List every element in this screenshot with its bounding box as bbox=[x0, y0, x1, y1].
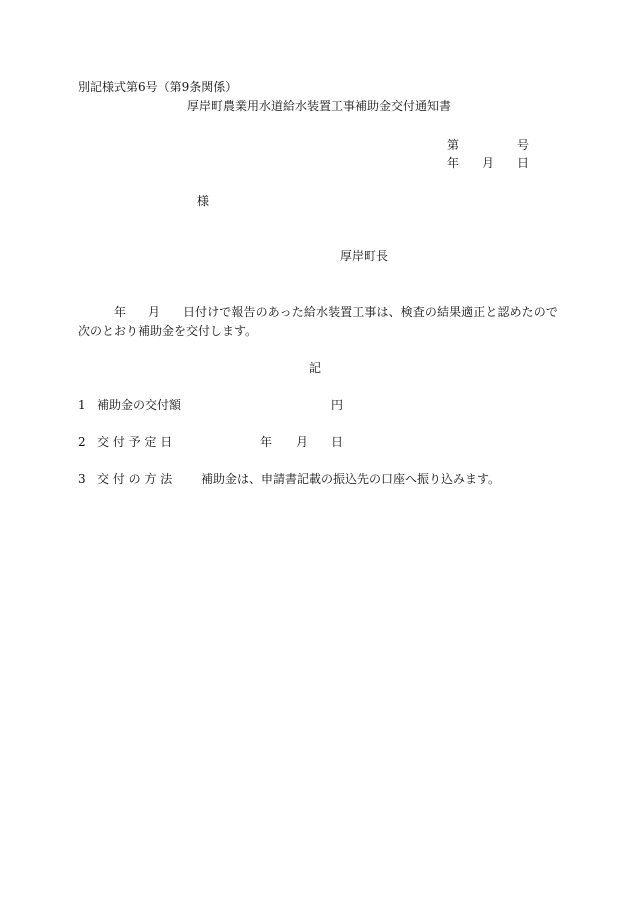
issuer: 厚岸町長 bbox=[340, 249, 389, 263]
date-year: 年 bbox=[447, 156, 460, 170]
body-month: 月 bbox=[148, 305, 161, 319]
body-line-1: 日付けで報告のあった給水装置工事は、検査の結果適正と認めたので bbox=[183, 305, 558, 319]
item-label: 交 付 予 定 日 bbox=[97, 435, 173, 449]
item-number: 1 bbox=[78, 398, 86, 412]
schedule-day: 日 bbox=[331, 435, 344, 449]
addressee-suffix: 様 bbox=[197, 194, 210, 208]
item-label: 交 付 の 方 法 bbox=[97, 472, 173, 486]
method-value: 補助金は、申請書記載の振込先の口座へ振り込みます。 bbox=[201, 472, 501, 486]
number-prefix: 第 bbox=[447, 138, 460, 152]
number-suffix: 号 bbox=[517, 138, 530, 152]
date-day: 日 bbox=[517, 156, 530, 170]
date-month: 月 bbox=[482, 156, 495, 170]
item-number: 3 bbox=[78, 472, 86, 486]
schedule-month: 月 bbox=[296, 435, 309, 449]
document-title: 厚岸町農業用水道給水装置工事補助金交付通知書 bbox=[187, 99, 452, 113]
body-year: 年 bbox=[114, 305, 127, 319]
item-label: 補助金の交付額 bbox=[97, 398, 182, 412]
schedule-year: 年 bbox=[260, 435, 273, 449]
yen-unit: 円 bbox=[331, 398, 344, 412]
body-line-2: 次のとおり補助金を交付します。 bbox=[78, 324, 258, 338]
ki-heading: 記 bbox=[309, 361, 322, 375]
item-number: 2 bbox=[78, 435, 86, 449]
form-reference: 別記様式第6号（第9条関係） bbox=[78, 80, 238, 94]
